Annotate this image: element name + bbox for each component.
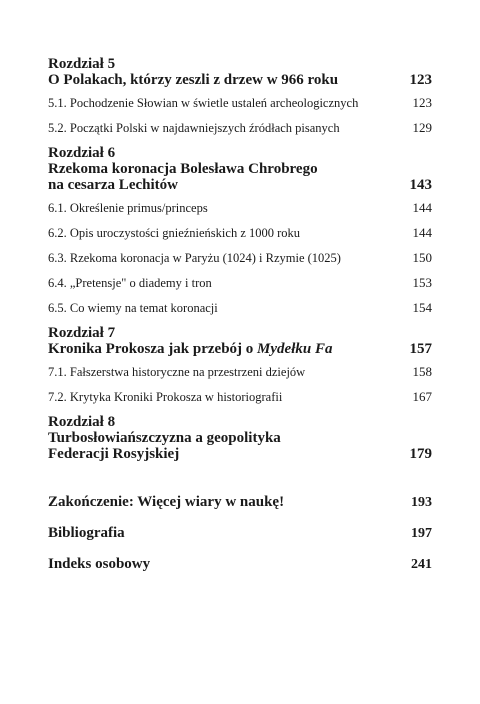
chapter-title [48, 341, 332, 358]
entry-text: Indeks osobowy [48, 556, 151, 572]
page-number: 158 [412, 364, 432, 379]
toc-entry [48, 120, 432, 136]
chapter-title-line1: Turbosłowiańszczyzna a geopolityka [48, 430, 281, 446]
section-spacer [48, 471, 432, 493]
page-number: 241 [411, 557, 432, 572]
page-number: 167 [412, 389, 432, 404]
chapter-title: O Polakach, którzy zeszli z drzew w 966 roku [48, 72, 339, 88]
page-number: 123 [412, 95, 432, 110]
chapter-label: Rozdział 8 [48, 414, 116, 430]
chapter-title-italic: Mydełku Fa [257, 341, 333, 357]
toc-entry [48, 389, 432, 405]
chapter-7 [48, 325, 432, 405]
page-number: 129 [412, 120, 432, 135]
chapter-5 [48, 56, 432, 136]
chapter-8 [48, 414, 432, 463]
chapter-title-row [48, 341, 432, 358]
toc-entry-bibliography [48, 524, 432, 543]
toc-entry [48, 225, 432, 241]
entry-text: 7.1. Fałszerstwa historyczne na przestrzeni dziejów [48, 365, 306, 379]
page-number: 150 [412, 250, 432, 265]
entry-text: Zakończenie: Więcej wiary w naukę! [48, 494, 285, 510]
entry-text: 5.2. Początki Polski w najdawniejszych źródłach pisanych [48, 121, 340, 135]
chapter-label: Rozdział 6 [48, 145, 116, 161]
entry-text: 6.3. Rzekoma koronacja w Paryżu (1024) i Rzymie (1025) [48, 251, 341, 265]
page-number: 153 [412, 275, 432, 290]
entry-text: 6.2. Opis uroczystości gnieźnieńskich z 1000 roku [48, 226, 301, 240]
toc-entry [48, 95, 432, 111]
toc-entry [48, 300, 432, 316]
page-number: 179 [409, 446, 432, 462]
chapter-title-row [48, 177, 432, 194]
chapter-title-row [48, 446, 432, 463]
entry-text: 5.1. Pochodzenie Słowian w świetle ustaleń archeologicznych [48, 96, 359, 110]
chapter-title-line2: Federacji Rosyjskiej [48, 446, 180, 462]
chapter-title-prefix: Kronika Prokosza jak przebój o [48, 341, 258, 357]
chapter-label: Rozdział 5 [48, 56, 116, 72]
entry-text: Bibliografia [48, 525, 125, 541]
page-number: 157 [409, 341, 432, 357]
chapter-title-row [48, 72, 432, 89]
entry-text: 6.4. „Pretensje" o diademy i tron [48, 276, 212, 290]
toc-entry-conclusion [48, 493, 432, 512]
entry-text: 6.1. Określenie primus/princeps [48, 201, 208, 215]
entry-text: 6.5. Co wiemy na temat koronacji [48, 301, 218, 315]
toc-entry [48, 364, 432, 380]
page-number: 197 [411, 526, 432, 541]
page-number: 154 [412, 300, 432, 315]
toc-entry [48, 250, 432, 266]
page-number: 193 [411, 495, 432, 510]
toc-entry [48, 275, 432, 291]
chapter-label: Rozdział 7 [48, 325, 116, 341]
page-number: 143 [409, 177, 432, 193]
chapter-title-line1: Rzekoma koronacja Bolesława Chrobrego [48, 161, 318, 177]
page-number: 123 [409, 72, 432, 88]
chapter-title-line2: na cesarza Lechitów [48, 177, 178, 193]
chapter-6 [48, 145, 432, 316]
page-number: 144 [412, 200, 432, 215]
toc-entry-index [48, 555, 432, 574]
toc-entry [48, 200, 432, 216]
entry-text: 7.2. Krytyka Kroniki Prokosza w historiografii [48, 390, 283, 404]
page-number: 144 [412, 225, 432, 240]
table-of-contents [48, 56, 432, 586]
